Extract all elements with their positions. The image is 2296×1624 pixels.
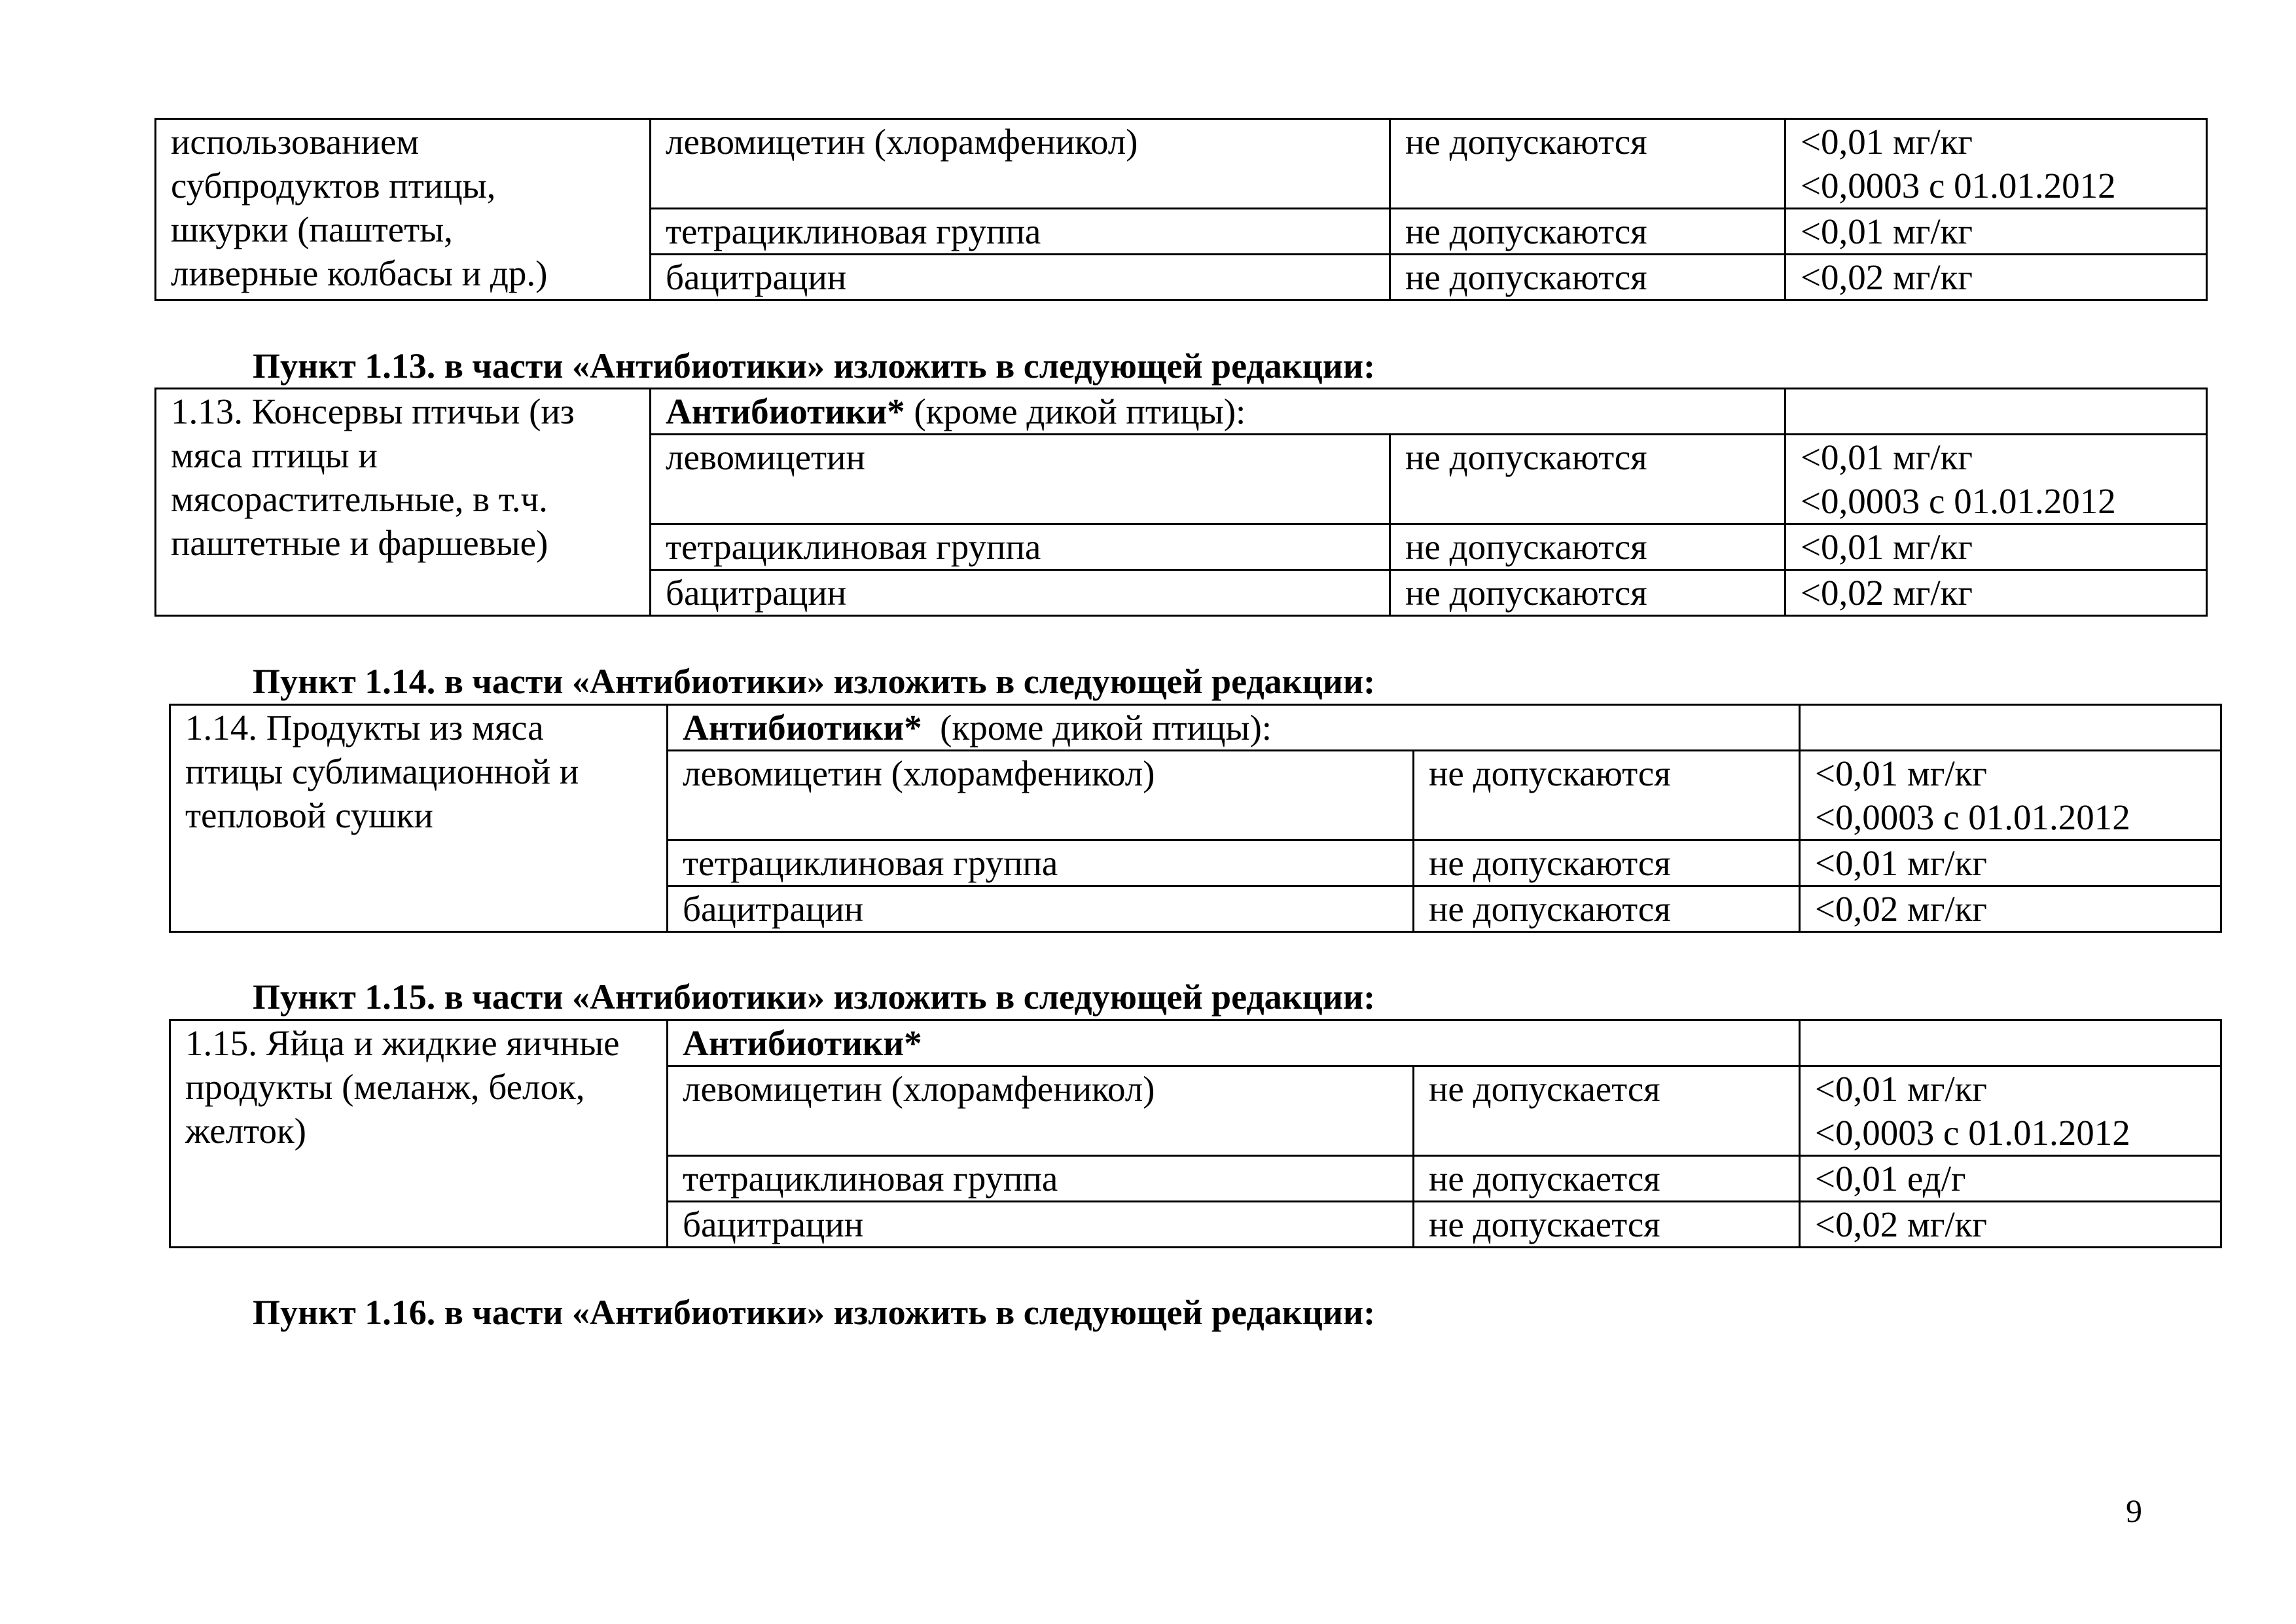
limit-cell: <0,01 мг/кг <0,0003 с 01.01.2012 xyxy=(1800,1066,2221,1156)
section-heading: Пункт 1.16. в части «Антибиотики» изложить в следующей редакции: xyxy=(253,1293,1376,1332)
status-cell: не допускаются xyxy=(1390,570,1785,616)
limit-cell: <0,01 мг/кг xyxy=(1785,209,2207,255)
group-note: (кроме дикой птицы): xyxy=(922,708,1272,748)
antibiotic-name-cell: тетрациклиновая группа xyxy=(651,209,1390,255)
antibiotics-table-1-15 xyxy=(169,1019,2222,1248)
status-cell: не допускаются xyxy=(1390,119,1785,209)
section-heading: Пункт 1.13. в части «Антибиотики» изложить в следующей редакции: xyxy=(253,346,1376,386)
limit-cell: <0,01 мг/кг xyxy=(1800,840,2221,886)
table-row xyxy=(170,705,2221,751)
section-heading: Пункт 1.14. в части «Антибиотики» изложить в следующей редакции: xyxy=(253,662,1376,701)
table-row xyxy=(156,119,2207,209)
antibiotic-name-cell: левомицетин xyxy=(651,435,1390,524)
group-header-cell xyxy=(668,705,1800,751)
antibiotic-name-cell: бацитрацин xyxy=(668,886,1414,932)
group-header-cell xyxy=(651,389,1785,435)
limit-cell: <0,01 ед/г xyxy=(1800,1156,2221,1202)
limit-cell: <0,02 мг/кг xyxy=(1800,886,2221,932)
status-cell: не допускаются xyxy=(1414,840,1800,886)
status-cell: не допускаются xyxy=(1390,435,1785,524)
empty-cell xyxy=(1785,389,2207,435)
empty-cell xyxy=(1800,1020,2221,1066)
section-heading: Пункт 1.15. в части «Антибиотики» изложить в следующей редакции: xyxy=(253,977,1376,1017)
status-cell: не допускаются xyxy=(1414,751,1800,840)
antibiotics-table-1-13 xyxy=(154,388,2208,617)
limit-cell: <0,02 мг/кг xyxy=(1800,1202,2221,1248)
group-label: Антибиотики* xyxy=(683,708,922,748)
group-label: Антибиотики* xyxy=(666,391,905,431)
status-cell: не допускаются xyxy=(1390,255,1785,300)
antibiotic-name-cell: тетрациклиновая группа xyxy=(668,840,1414,886)
product-cell: 1.15. Яйца и жидкие яичные продукты (меланж, белок, желток) xyxy=(170,1020,668,1248)
antibiotics-table-1-14 xyxy=(169,704,2222,933)
table-row xyxy=(170,1020,2221,1066)
status-cell: не допускаются xyxy=(1390,524,1785,570)
antibiotic-name-cell: тетрациклиновая группа xyxy=(668,1156,1414,1202)
antibiotic-name-cell: левомицетин (хлорамфеникол) xyxy=(668,751,1414,840)
product-cell: 1.13. Консервы птичьи (из мяса птицы и мясорастительные, в т.ч. паштетные и фаршевые) xyxy=(156,389,651,616)
status-cell: не допускаются xyxy=(1390,209,1785,255)
limit-cell: <0,02 мг/кг xyxy=(1785,570,2207,616)
limit-cell: <0,02 мг/кг xyxy=(1785,255,2207,300)
group-label: Антибиотики* xyxy=(683,1023,922,1063)
product-cell: 1.14. Продукты из мяса птицы сублимационной и тепловой сушки xyxy=(170,705,668,932)
antibiotic-name-cell: бацитрацин xyxy=(651,255,1390,300)
antibiotic-name-cell: бацитрацин xyxy=(668,1202,1414,1248)
status-cell: не допускается xyxy=(1414,1202,1800,1248)
antibiotic-name-cell: левомицетин (хлорамфеникол) xyxy=(651,119,1390,209)
antibiotic-name-cell: тетрациклиновая группа xyxy=(651,524,1390,570)
table-row xyxy=(156,389,2207,435)
product-cell: использованием субпродуктов птицы, шкурки (паштеты, ливерные колбасы и др.) xyxy=(156,119,651,300)
empty-cell xyxy=(1800,705,2221,751)
antibiotic-name-cell: бацитрацин xyxy=(651,570,1390,616)
status-cell: не допускаются xyxy=(1414,886,1800,932)
group-note: (кроме дикой птицы): xyxy=(905,391,1246,431)
limit-cell: <0,01 мг/кг <0,0003 с 01.01.2012 xyxy=(1785,435,2207,524)
limit-cell: <0,01 мг/кг <0,0003 с 01.01.2012 xyxy=(1800,751,2221,840)
antibiotic-name-cell: левомицетин (хлорамфеникол) xyxy=(668,1066,1414,1156)
status-cell: не допускается xyxy=(1414,1066,1800,1156)
antibiotics-table-continued xyxy=(154,118,2208,301)
group-header-cell xyxy=(668,1020,1800,1066)
page-number: 9 xyxy=(2126,1492,2142,1529)
status-cell: не допускается xyxy=(1414,1156,1800,1202)
limit-cell: <0,01 мг/кг <0,0003 с 01.01.2012 xyxy=(1785,119,2207,209)
limit-cell: <0,01 мг/кг xyxy=(1785,524,2207,570)
